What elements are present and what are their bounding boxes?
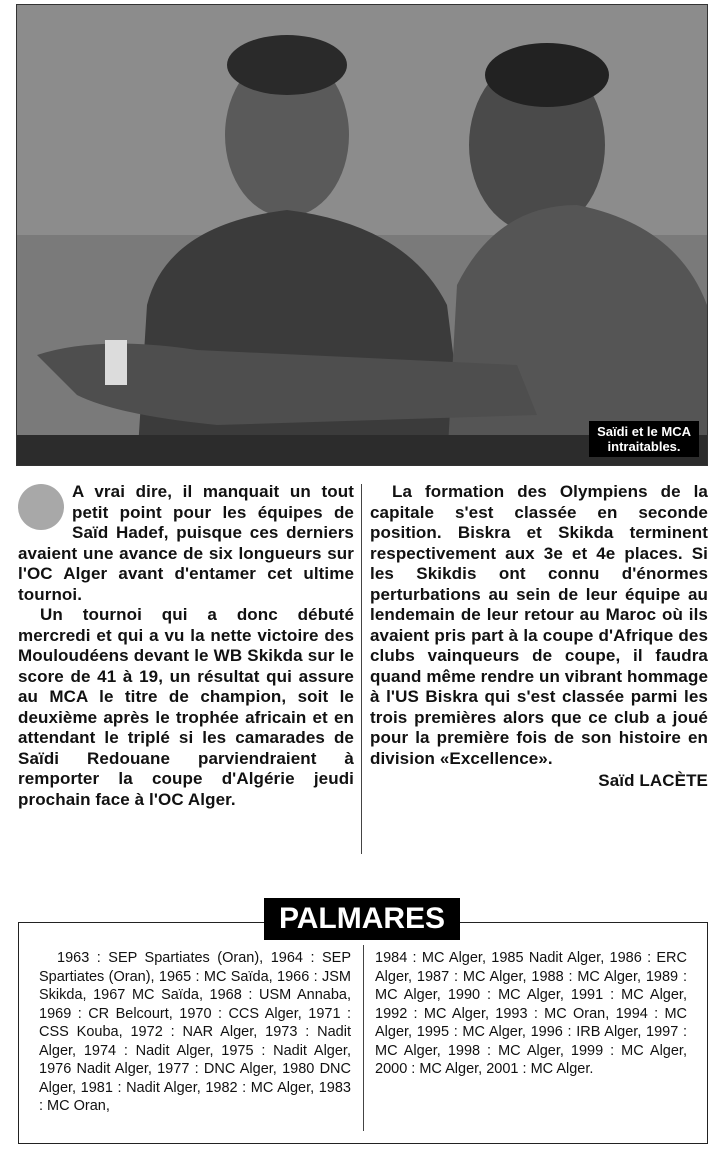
palmares-title: PALMARES <box>264 898 460 940</box>
drop-bullet <box>18 484 64 530</box>
caption-line-2: intraitables. <box>607 439 681 454</box>
article-photo <box>16 4 708 466</box>
palmares-box <box>18 922 708 1144</box>
article-paragraph: Un tournoi qui a donc débuté mercredi et qui a vu la nette victoire des Mouloudéens devant le WB Skikda sur le score de 41 à 19, un résultat qui assure au MCA le titre de champion, soit le deuxième après le trophée africain et en attendant le triplé si les camarades de Saïdi Redouane parviendraient à remporter la coupe d'Algérie jeudi prochain face à l'OC Alger. <box>18 605 354 809</box>
article-paragraph: A vrai dire, il manquait un tout petit point pour les équipes de Saïd Hadef, puisque ces derniers avaient une avance de six longueurs sur l'OC Alger avant d'entamer cet ultime tournoi. <box>18 482 354 604</box>
article-body <box>18 482 708 882</box>
photo-illustration <box>17 5 707 465</box>
author-signature: Saïd LACÈTE <box>598 771 708 790</box>
article-paragraph: La formation des Olympiens de la capitale s'est classée en seconde position. Biskra et Skikda terminent respectivement aux 3e et 4e places. Si les Skikdis ont connu d'énormes perturbations au sein de leur équipe au lendemain de leur retour au Maroc où ils avaient pris part à la coupe d'Afrique des clubs vainqueurs de coupe, il faudra quand même rendre un vibrant hommage à l'US Biskra qui s'est classée parmi les trois premières alors que ce club a joué pour la première fois de son histoire en division «Excellence». <box>370 482 708 768</box>
palmares-column-left: 1963 : SEP Spartiates (Oran), 1964 : SEP Spartiates (Oran), 1965 : MC Saïda, 1966 : JSM Skikda, 1967 MC Saïda, 1968 : USM Annaba, 1969 : CR Belcourt, 1970 : CCS Alger, 1971 : CSS Kouba, 1972 : NAR Alger, 1973 : Nadit Alger, 1974 : Nadit Alger, 1975 : Nadit Alger, 1976 Nadit Alger, 1977 : DNC Alger, 1980 DNC Alger, 1981 : Nadit Alger, 1982 : MC Alger, 1983 : MC Oran, <box>39 950 351 1114</box>
caption-line-1: Saïdi et le MCA <box>597 424 691 439</box>
article-column-right <box>370 482 708 792</box>
palmares-column-right: 1984 : MC Alger, 1985 Nadit Alger, 1986 : ERC Alger, 1987 : MC Alger, 1988 : MC Alger, 1989 : MC Alger, 1990 : MC Alger, 1991 : MC Alger, 1992 : MC Alger, 1993 : MC Oran, 1994 : MC Alger, 1995 : MC Alger, 1996 : IRB Alger, 1997 : MC Alger, 1998 : MC Alger, 1999 : MC Alger, 2000 : MC Alger, 2001 : MC Alger. <box>375 950 687 1077</box>
article-column-left <box>18 482 354 810</box>
column-divider <box>361 484 362 854</box>
palmares-divider <box>363 945 364 1131</box>
photo-caption <box>589 421 699 457</box>
